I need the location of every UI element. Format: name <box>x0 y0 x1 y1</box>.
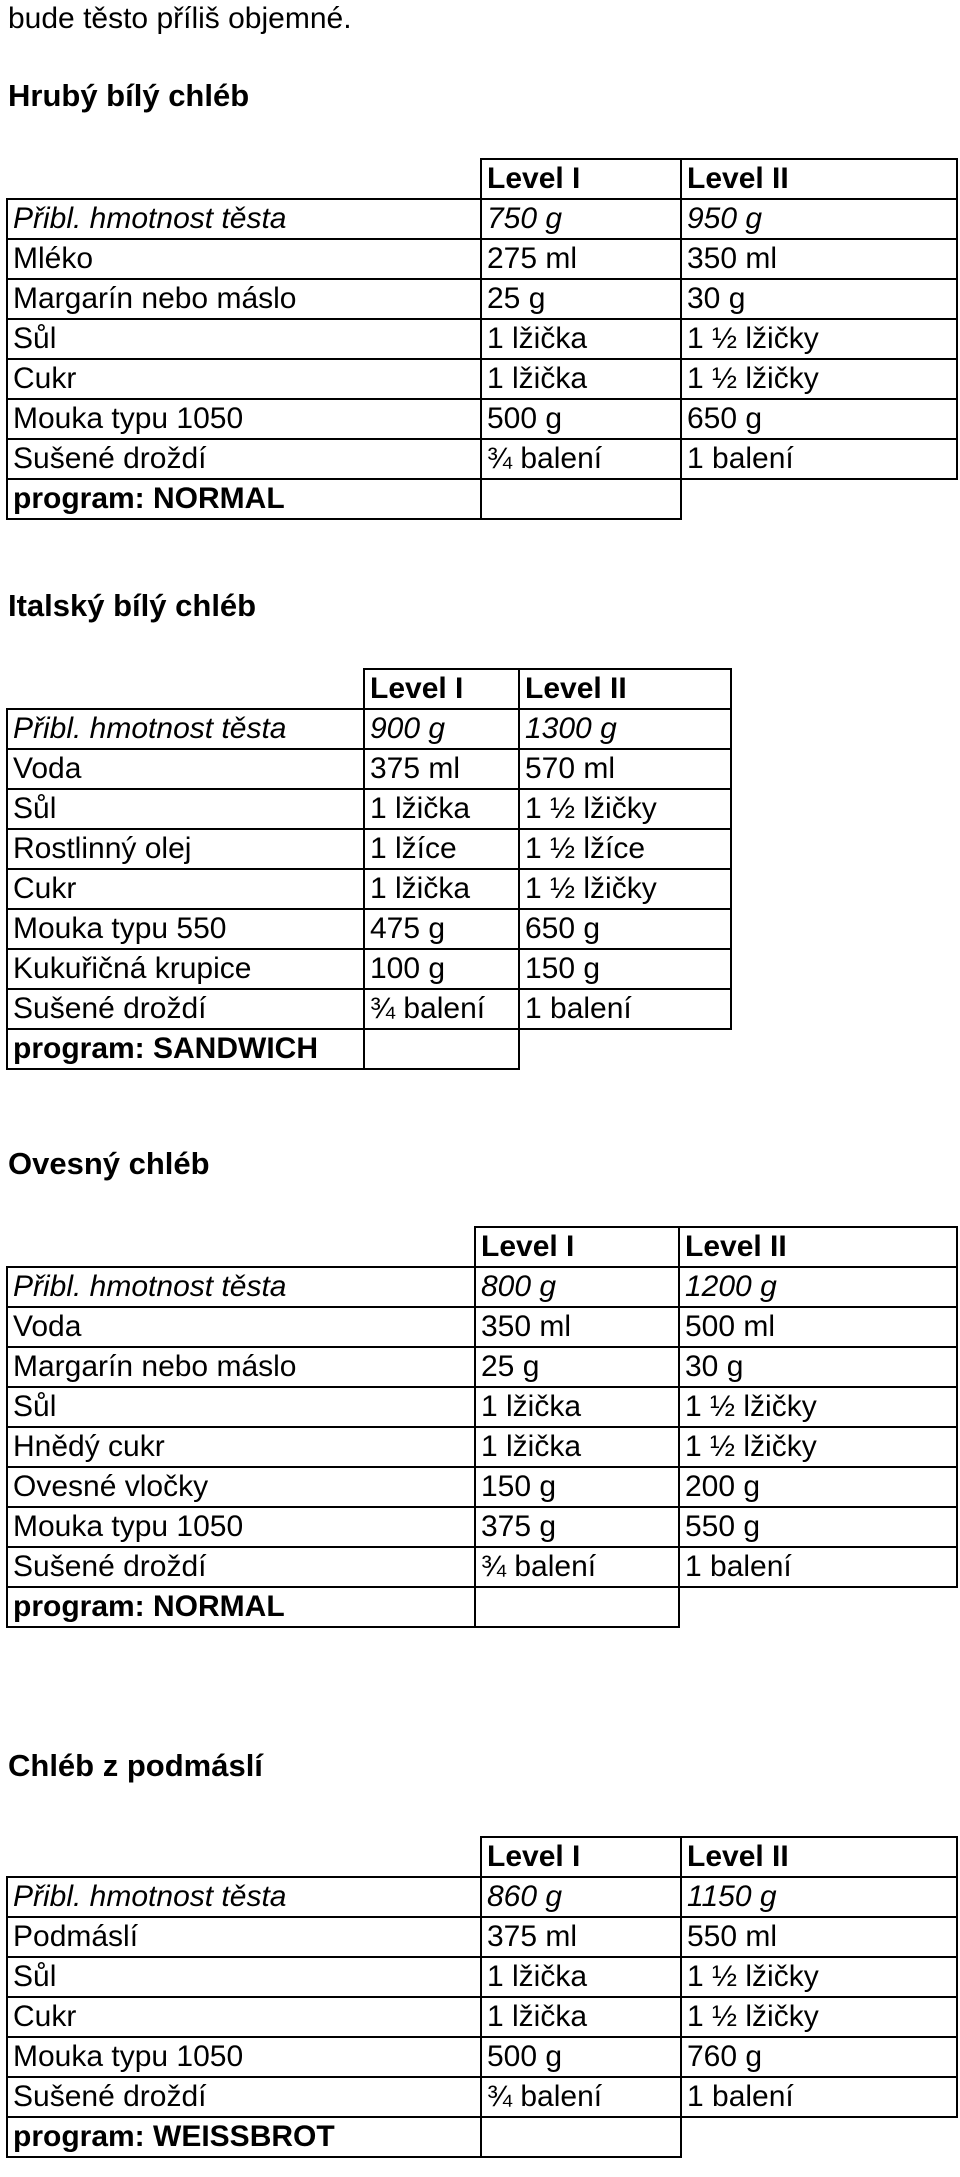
ingredient-level-1: 1 lžička <box>481 359 681 399</box>
ingredient-level-2: 570 ml <box>519 749 731 789</box>
program-label: program: SANDWICH <box>7 1029 364 1069</box>
table-row <box>7 1347 957 1387</box>
ingredient-name: Sůl <box>7 1387 475 1427</box>
col-level-2: Level II <box>679 1227 957 1267</box>
program-empty-cell <box>481 2117 681 2157</box>
header-spacer <box>7 159 481 199</box>
table-header-row <box>7 1227 957 1267</box>
table-row <box>7 1877 957 1917</box>
weight-level-2: 1300 g <box>519 709 731 749</box>
program-row <box>7 479 957 519</box>
ingredient-level-2: 30 g <box>681 279 957 319</box>
ingredient-name: Cukr <box>7 869 364 909</box>
ingredient-level-2: 1 ½ lžičky <box>681 1957 957 1997</box>
ingredient-level-2: 1 balení <box>681 2077 957 2117</box>
ingredient-name: Voda <box>7 749 364 789</box>
table-row <box>7 869 731 909</box>
ingredient-level-1: 1 lžička <box>481 1997 681 2037</box>
ingredient-name: Cukr <box>7 1997 481 2037</box>
ingredient-level-2: 760 g <box>681 2037 957 2077</box>
ingredient-level-2: 30 g <box>679 1347 957 1387</box>
ingredient-level-1: 375 ml <box>364 749 519 789</box>
program-row <box>7 1587 957 1627</box>
ingredient-name: Sušené droždí <box>7 989 364 1029</box>
col-level-2: Level II <box>681 159 957 199</box>
program-row <box>7 1029 731 1069</box>
table-row <box>7 989 731 1029</box>
ingredient-level-2: 1 ½ lžičky <box>681 359 957 399</box>
ingredient-level-1: 25 g <box>481 279 681 319</box>
program-row <box>7 2117 957 2157</box>
program-spacer <box>679 1587 957 1627</box>
recipe-title: Italský bílý chléb <box>8 588 257 623</box>
ingredient-name: Sůl <box>7 1957 481 1997</box>
table-header-row <box>7 159 957 199</box>
ingredient-name: Sůl <box>7 789 364 829</box>
col-level-1: Level I <box>475 1227 679 1267</box>
table-row <box>7 439 957 479</box>
recipe-title: Hrubý bílý chléb <box>8 78 250 113</box>
table-row <box>7 1547 957 1587</box>
ingredient-level-1: 375 ml <box>481 1917 681 1957</box>
col-level-2: Level II <box>681 1837 957 1877</box>
header-spacer <box>7 1227 475 1267</box>
weight-level-2: 950 g <box>681 199 957 239</box>
program-empty-cell <box>481 479 681 519</box>
ingredient-level-1: 25 g <box>475 1347 679 1387</box>
table-header-row <box>7 1837 957 1877</box>
ingredient-level-1: ¾ balení <box>481 439 681 479</box>
table-row <box>7 1387 957 1427</box>
col-level-1: Level I <box>481 159 681 199</box>
ingredient-name: Hnědý cukr <box>7 1427 475 1467</box>
program-spacer <box>519 1029 731 1069</box>
table-row <box>7 279 957 319</box>
weight-label: Přibl. hmotnost těsta <box>7 199 481 239</box>
ingredient-level-2: 1 ½ lžičky <box>681 1997 957 2037</box>
ingredient-level-1: 1 lžička <box>364 789 519 829</box>
ingredient-level-1: 1 lžička <box>364 869 519 909</box>
ingredient-level-2: 550 g <box>679 1507 957 1547</box>
ingredient-name: Ovesné vločky <box>7 1467 475 1507</box>
table-row <box>7 909 731 949</box>
ingredient-level-1: 1 lžička <box>481 1957 681 1997</box>
ingredient-name: Sušené droždí <box>7 1547 475 1587</box>
weight-level-1: 800 g <box>475 1267 679 1307</box>
col-level-1: Level I <box>481 1837 681 1877</box>
table-row <box>7 1507 957 1547</box>
weight-level-2: 1200 g <box>679 1267 957 1307</box>
table-row <box>7 709 731 749</box>
weight-level-1: 900 g <box>364 709 519 749</box>
recipe-table <box>6 1836 958 2158</box>
ingredient-name: Mouka typu 1050 <box>7 2037 481 2077</box>
col-level-2: Level II <box>519 669 731 709</box>
program-label: program: NORMAL <box>7 1587 475 1627</box>
recipe-table <box>6 668 732 1070</box>
ingredient-name: Sušené droždí <box>7 439 481 479</box>
ingredient-level-1: 150 g <box>475 1467 679 1507</box>
table-row <box>7 1917 957 1957</box>
recipe-table <box>6 1226 958 1628</box>
ingredient-level-1: ¾ balení <box>364 989 519 1029</box>
ingredient-level-1: ¾ balení <box>481 2077 681 2117</box>
weight-level-1: 750 g <box>481 199 681 239</box>
ingredient-level-2: 1 ½ lžičky <box>679 1427 957 1467</box>
weight-label: Přibl. hmotnost těsta <box>7 1877 481 1917</box>
ingredient-level-2: 1 ½ lžičky <box>519 789 731 829</box>
ingredient-level-1: 100 g <box>364 949 519 989</box>
table-row <box>7 359 957 399</box>
ingredient-level-1: 500 g <box>481 2037 681 2077</box>
table-row <box>7 749 731 789</box>
weight-label: Přibl. hmotnost těsta <box>7 1267 475 1307</box>
col-level-1: Level I <box>364 669 519 709</box>
weight-label: Přibl. hmotnost těsta <box>7 709 364 749</box>
ingredient-level-2: 150 g <box>519 949 731 989</box>
ingredient-level-2: 1 balení <box>679 1547 957 1587</box>
ingredient-level-2: 1 ½ lžičky <box>681 319 957 359</box>
ingredient-level-2: 550 ml <box>681 1917 957 1957</box>
table-row <box>7 319 957 359</box>
ingredient-level-2: 1 balení <box>519 989 731 1029</box>
ingredient-level-1: 1 lžička <box>481 319 681 359</box>
ingredient-name: Margarín nebo máslo <box>7 279 481 319</box>
table-row <box>7 1467 957 1507</box>
ingredient-level-1: 1 lžíce <box>364 829 519 869</box>
program-label: program: NORMAL <box>7 479 481 519</box>
table-row <box>7 1307 957 1347</box>
ingredient-level-2: 350 ml <box>681 239 957 279</box>
intro-text: bude těsto příliš objemné. <box>8 2 352 35</box>
table-row <box>7 2077 957 2117</box>
weight-level-1: 860 g <box>481 1877 681 1917</box>
ingredient-level-2: 650 g <box>681 399 957 439</box>
program-spacer <box>681 2117 957 2157</box>
table-row <box>7 2037 957 2077</box>
ingredient-name: Mouka typu 1050 <box>7 1507 475 1547</box>
table-row <box>7 1267 957 1307</box>
table-row <box>7 949 731 989</box>
ingredient-name: Rostlinný olej <box>7 829 364 869</box>
ingredient-level-2: 1 ½ lžičky <box>519 869 731 909</box>
program-label: program: WEISSBROT <box>7 2117 481 2157</box>
table-row <box>7 789 731 829</box>
header-spacer <box>7 669 364 709</box>
table-row <box>7 199 957 239</box>
ingredient-level-1: 500 g <box>481 399 681 439</box>
ingredient-name: Cukr <box>7 359 481 399</box>
ingredient-level-1: ¾ balení <box>475 1547 679 1587</box>
program-empty-cell <box>364 1029 519 1069</box>
ingredient-level-1: 475 g <box>364 909 519 949</box>
ingredient-name: Margarín nebo máslo <box>7 1347 475 1387</box>
table-row <box>7 829 731 869</box>
weight-level-2: 1150 g <box>681 1877 957 1917</box>
recipe-title: Ovesný chléb <box>8 1146 210 1181</box>
table-row <box>7 1997 957 2037</box>
ingredient-level-2: 650 g <box>519 909 731 949</box>
recipe-title: Chléb z podmáslí <box>8 1748 263 1783</box>
ingredient-level-2: 1 balení <box>681 439 957 479</box>
ingredient-level-1: 375 g <box>475 1507 679 1547</box>
ingredient-level-2: 1 ½ lžíce <box>519 829 731 869</box>
table-row <box>7 1427 957 1467</box>
ingredient-level-2: 1 ½ lžičky <box>679 1387 957 1427</box>
ingredient-name: Mouka typu 550 <box>7 909 364 949</box>
ingredient-name: Sušené droždí <box>7 2077 481 2117</box>
ingredient-level-2: 500 ml <box>679 1307 957 1347</box>
ingredient-level-1: 275 ml <box>481 239 681 279</box>
ingredient-name: Sůl <box>7 319 481 359</box>
ingredient-name: Mouka typu 1050 <box>7 399 481 439</box>
table-row <box>7 239 957 279</box>
program-spacer <box>681 479 957 519</box>
header-spacer <box>7 1837 481 1877</box>
table-header-row <box>7 669 731 709</box>
ingredient-level-1: 1 lžička <box>475 1427 679 1467</box>
ingredient-name: Podmáslí <box>7 1917 481 1957</box>
ingredient-level-1: 350 ml <box>475 1307 679 1347</box>
table-row <box>7 1957 957 1997</box>
ingredient-name: Voda <box>7 1307 475 1347</box>
ingredient-level-1: 1 lžička <box>475 1387 679 1427</box>
ingredient-name: Mléko <box>7 239 481 279</box>
table-row <box>7 399 957 439</box>
recipe-table <box>6 158 958 520</box>
ingredient-name: Kukuřičná krupice <box>7 949 364 989</box>
program-empty-cell <box>475 1587 679 1627</box>
ingredient-level-2: 200 g <box>679 1467 957 1507</box>
